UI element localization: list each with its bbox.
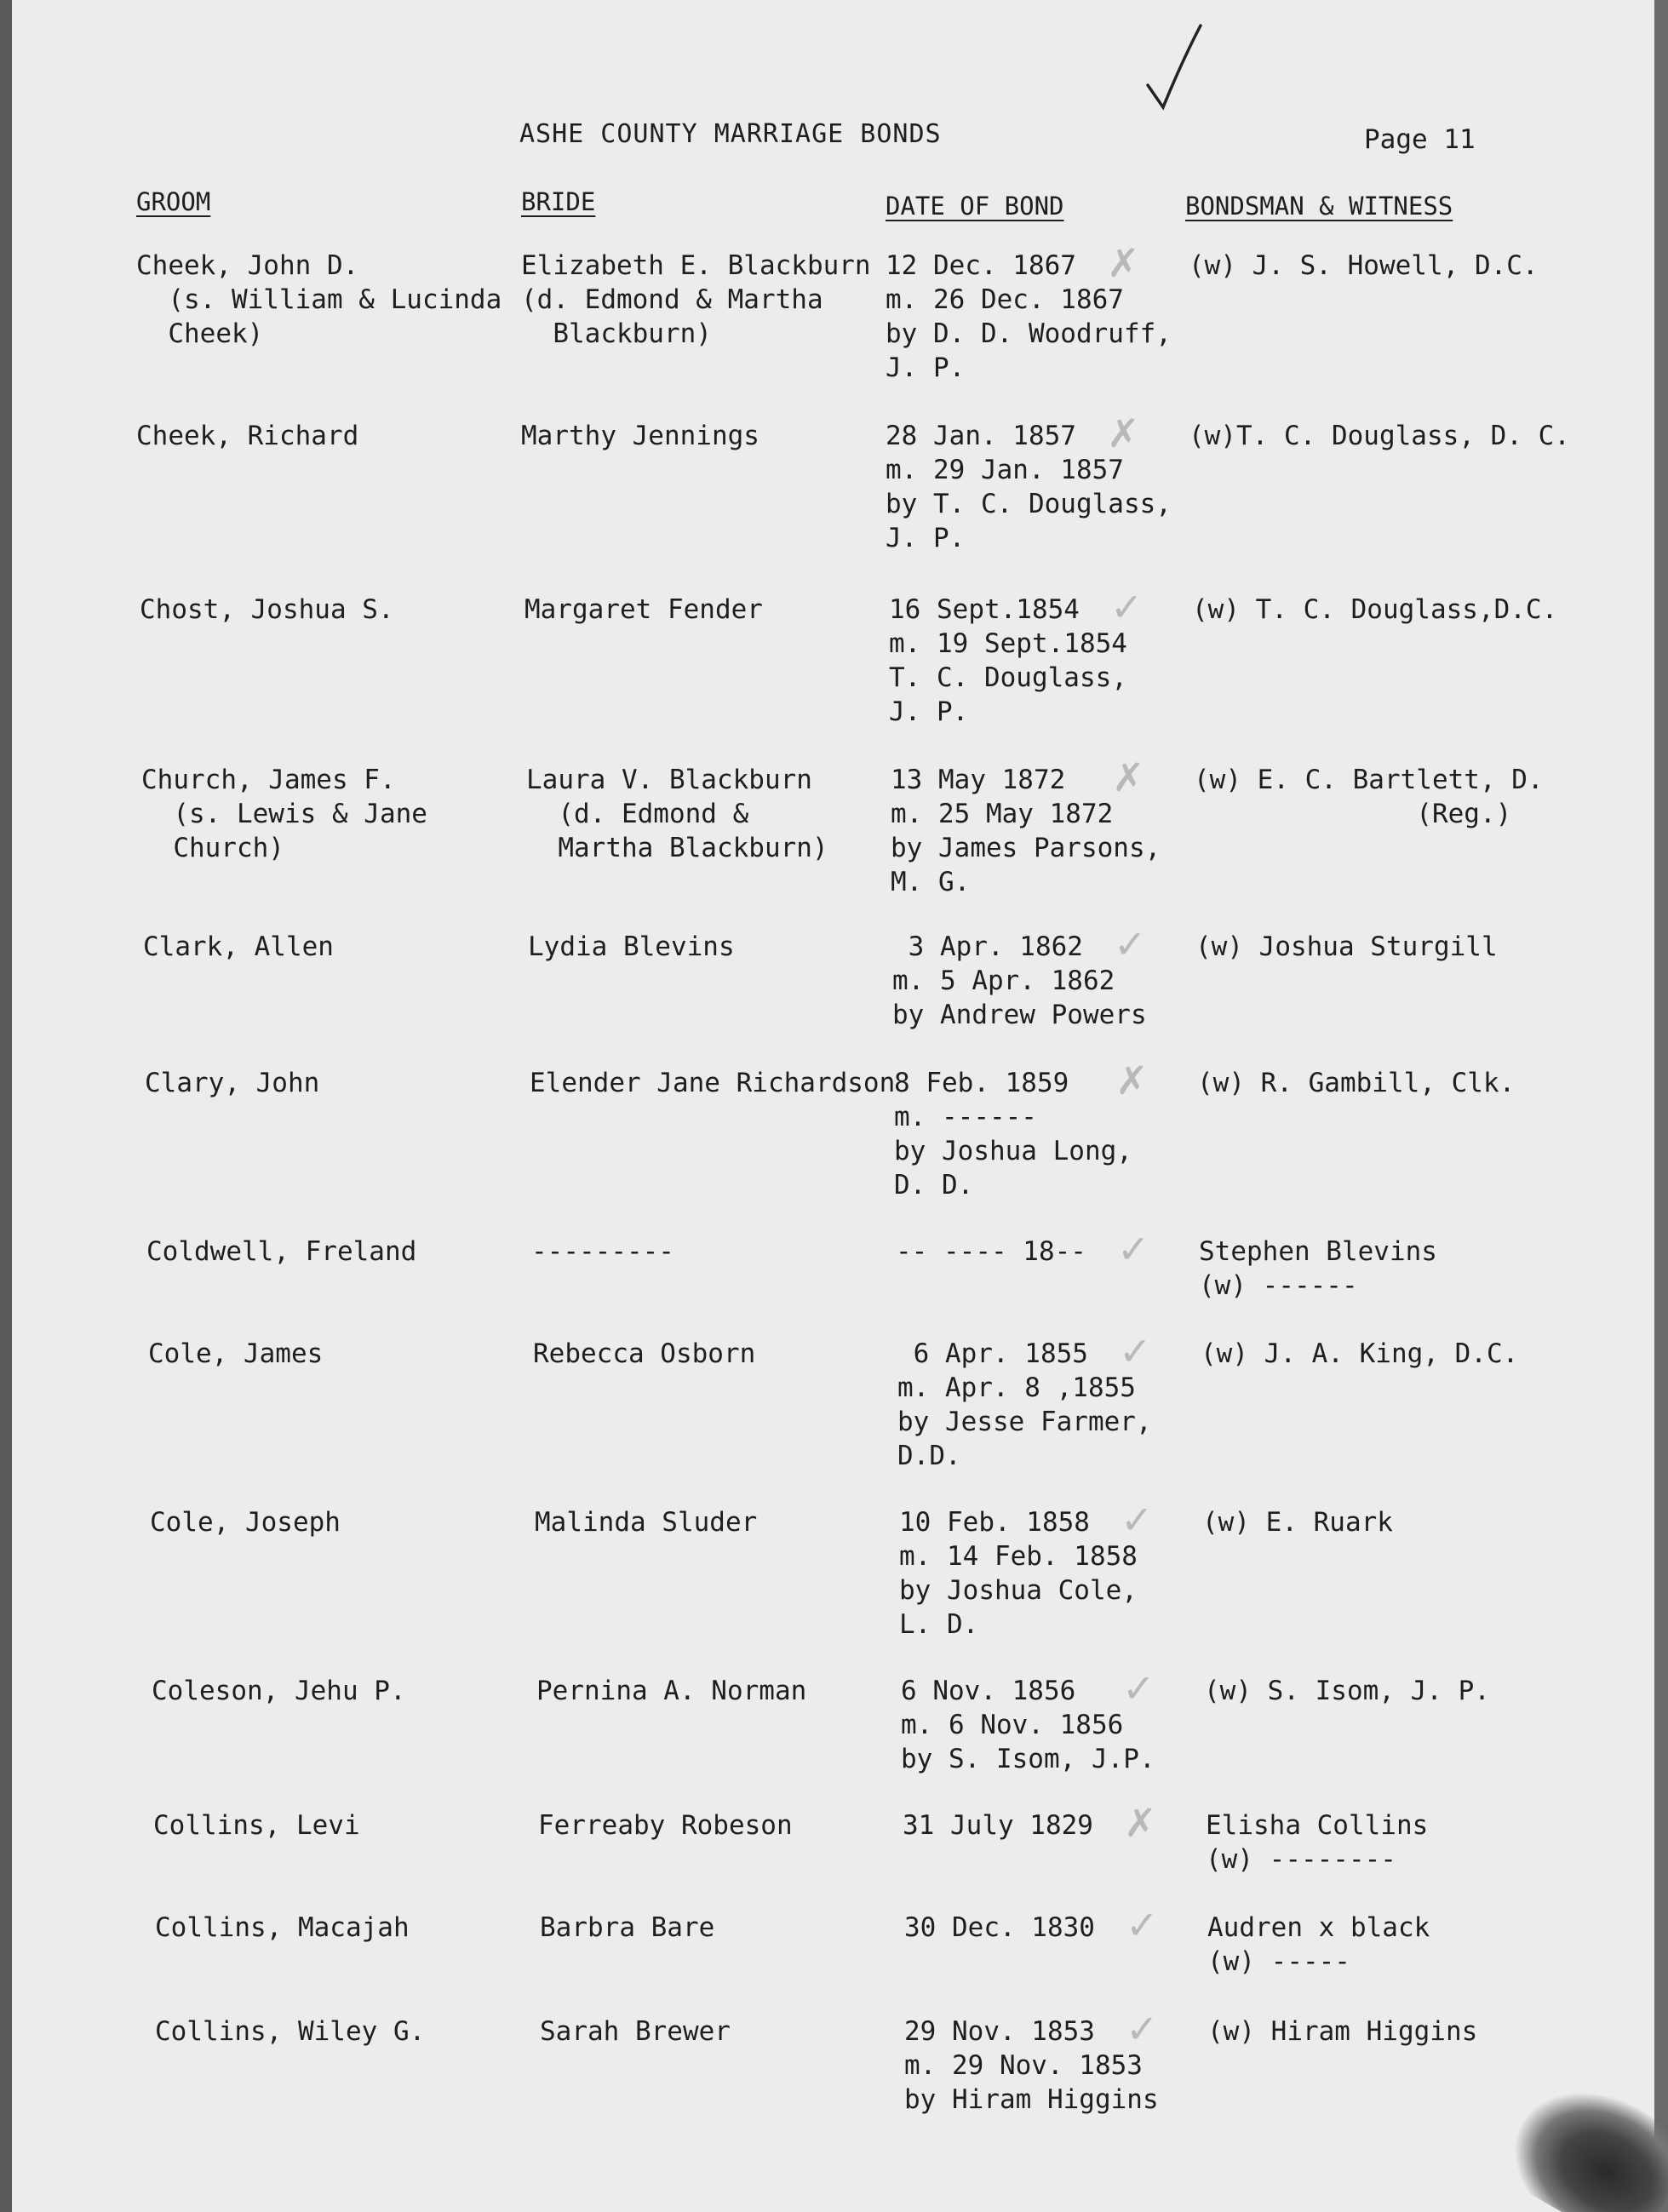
bride-line: Sarah Brewer bbox=[540, 2016, 731, 2047]
column-header-bondsman: BONDSMAN & WITNESS bbox=[1185, 192, 1453, 221]
bondsman-line: (w) ----- bbox=[1207, 1946, 1350, 1977]
bride-line: --------- bbox=[531, 1236, 674, 1267]
bride-cell bbox=[538, 1808, 793, 1842]
tally-mark-icon: ✓ bbox=[1119, 1328, 1152, 1374]
date-line: by Jesse Farmer, bbox=[897, 1407, 1152, 1437]
groom-cell bbox=[136, 249, 502, 351]
column-header-date: DATE OF BOND bbox=[886, 192, 1064, 221]
groom-cell bbox=[140, 593, 394, 627]
bondsman-cell bbox=[1195, 930, 1498, 964]
date-line: D. D. bbox=[894, 1170, 974, 1201]
groom-cell bbox=[153, 1808, 360, 1842]
bride-line: Elizabeth E. Blackburn bbox=[521, 250, 871, 281]
bride-cell bbox=[521, 249, 871, 351]
date-cell bbox=[899, 1505, 1138, 1642]
groom-line: Cheek, John D. bbox=[136, 250, 359, 281]
bride-line: Malinda Sluder bbox=[535, 1507, 758, 1538]
date-line: 12 Dec. 1867 bbox=[886, 250, 1076, 281]
bride-cell bbox=[530, 1066, 895, 1100]
bride-line: Pernina A. Norman bbox=[536, 1676, 807, 1706]
bondsman-line: (w) S. Isom, J. P. bbox=[1204, 1676, 1490, 1706]
groom-line: Coleson, Jehu P. bbox=[152, 1676, 406, 1706]
date-line: m. 19 Sept.1854 bbox=[889, 628, 1127, 659]
groom-line: Church) bbox=[141, 833, 284, 863]
bride-line: Margaret Fender bbox=[524, 594, 763, 625]
bride-line: Rebecca Osborn bbox=[533, 1338, 756, 1369]
bride-line: Marthy Jennings bbox=[521, 421, 759, 451]
date-cell bbox=[896, 1235, 1086, 1269]
bride-line: Blackburn) bbox=[521, 318, 712, 349]
date-line: J. P. bbox=[886, 352, 966, 383]
column-header-groom: GROOM bbox=[136, 187, 211, 216]
date-line: 28 Jan. 1857 bbox=[886, 421, 1076, 451]
date-cell bbox=[904, 2014, 1159, 2117]
groom-line: Cole, Joseph bbox=[150, 1507, 341, 1538]
column-header-bride: BRIDE bbox=[521, 187, 596, 216]
groom-line: Cheek) bbox=[136, 318, 264, 349]
bondsman-cell bbox=[1207, 2014, 1477, 2049]
bondsman-cell bbox=[1202, 1505, 1393, 1539]
date-line: 29 Nov. 1853 bbox=[904, 2016, 1095, 2047]
date-line: by Andrew Powers bbox=[892, 1000, 1147, 1030]
date-line: J. P. bbox=[889, 696, 969, 727]
groom-line: Collins, Levi bbox=[153, 1810, 360, 1841]
date-line: m. 26 Dec. 1867 bbox=[886, 284, 1124, 315]
groom-line: Cole, James bbox=[148, 1338, 324, 1369]
bondsman-cell bbox=[1194, 763, 1544, 831]
bondsman-line: (w) Hiram Higgins bbox=[1207, 2016, 1478, 2047]
groom-cell bbox=[155, 2014, 425, 2049]
groom-line: Clark, Allen bbox=[143, 931, 334, 962]
date-line: by D. D. Woodruff, bbox=[886, 318, 1172, 349]
bondsman-line: Elisha Collins bbox=[1206, 1810, 1429, 1841]
groom-cell bbox=[155, 1911, 410, 1945]
bondsman-cell bbox=[1199, 1235, 1437, 1303]
bride-cell bbox=[533, 1337, 755, 1371]
bride-cell bbox=[536, 1674, 806, 1708]
date-line: by Joshua Cole, bbox=[899, 1575, 1138, 1606]
date-line: m. Apr. 8 ,1855 bbox=[897, 1372, 1136, 1403]
bondsman-cell bbox=[1192, 593, 1557, 627]
date-line: 16 Sept.1854 bbox=[889, 594, 1080, 625]
tally-mark-icon: ✓ bbox=[1126, 1902, 1159, 1948]
groom-line: Chost, Joshua S. bbox=[140, 594, 394, 625]
bride-cell bbox=[535, 1505, 757, 1539]
date-line: m. 29 Jan. 1857 bbox=[886, 455, 1124, 485]
date-cell bbox=[892, 930, 1147, 1032]
date-line: L. D. bbox=[899, 1609, 979, 1640]
tally-mark-icon: ✓ bbox=[1121, 1497, 1154, 1543]
groom-cell bbox=[141, 763, 427, 865]
bride-cell bbox=[528, 930, 735, 964]
date-cell bbox=[889, 593, 1127, 729]
bondsman-line: (w) ------ bbox=[1199, 1270, 1358, 1301]
bondsman-line: (w) J. A. King, D.C. bbox=[1201, 1338, 1519, 1369]
tally-mark-icon: ✗ bbox=[1107, 410, 1140, 456]
bride-line: Martha Blackburn) bbox=[526, 833, 828, 863]
bride-line: (d. Edmond & bbox=[526, 799, 749, 829]
page-number: Page 11 bbox=[1364, 124, 1476, 155]
groom-line: Coldwell, Freland bbox=[146, 1236, 417, 1267]
date-line: J. P. bbox=[886, 523, 966, 553]
scan-edge-left bbox=[0, 0, 12, 2212]
date-line: M. G. bbox=[891, 867, 971, 897]
date-line: D.D. bbox=[897, 1441, 961, 1471]
bondsman-cell bbox=[1204, 1674, 1490, 1708]
date-line: by Joshua Long, bbox=[894, 1136, 1132, 1166]
bride-cell bbox=[540, 1911, 714, 1945]
date-line: 13 May 1872 bbox=[891, 765, 1066, 795]
date-line: m. 25 May 1872 bbox=[891, 799, 1114, 829]
bondsman-line: (w) E. C. Bartlett, D. bbox=[1194, 765, 1544, 795]
ink-blot bbox=[1494, 2063, 1668, 2212]
groom-line: Church, James F. bbox=[141, 765, 396, 795]
tally-mark-icon: ✓ bbox=[1114, 921, 1147, 967]
bride-line: Elender Jane Richardson bbox=[530, 1068, 896, 1098]
bondsman-cell bbox=[1201, 1337, 1518, 1371]
date-line: by James Parsons, bbox=[891, 833, 1161, 863]
bride-line: Lydia Blevins bbox=[528, 931, 735, 962]
groom-line: (s. William & Lucinda bbox=[136, 284, 502, 315]
bondsman-cell bbox=[1207, 1911, 1430, 1979]
groom-cell bbox=[152, 1674, 406, 1708]
date-cell bbox=[894, 1066, 1132, 1202]
bondsman-line: (w) J. S. Howell, D.C. bbox=[1189, 250, 1539, 281]
date-line: 3 Apr. 1862 bbox=[892, 931, 1083, 962]
bride-line: Laura V. Blackburn bbox=[526, 765, 812, 795]
groom-cell bbox=[150, 1505, 341, 1539]
bondsman-line: Stephen Blevins bbox=[1199, 1236, 1437, 1267]
date-line: m. ------ bbox=[894, 1102, 1037, 1132]
tally-mark-icon: ✓ bbox=[1126, 2006, 1159, 2052]
date-line: by T. C. Douglass, bbox=[886, 489, 1172, 519]
tally-mark-icon: ✗ bbox=[1124, 1800, 1157, 1846]
tally-mark-icon: ✗ bbox=[1107, 240, 1140, 286]
date-cell bbox=[903, 1808, 1093, 1842]
document-title: ASHE COUNTY MARRIAGE BONDS bbox=[519, 119, 942, 149]
date-line: -- ---- 18-- bbox=[896, 1236, 1086, 1267]
groom-line: Clary, John bbox=[145, 1068, 320, 1098]
bondsman-cell bbox=[1197, 1066, 1515, 1100]
groom-line: (s. Lewis & Jane bbox=[141, 799, 427, 829]
date-line: 8 Feb. 1859 bbox=[894, 1068, 1069, 1098]
groom-line: Collins, Wiley G. bbox=[155, 2016, 426, 2047]
groom-line: Cheek, Richard bbox=[136, 421, 359, 451]
bondsman-line: (Reg.) bbox=[1194, 799, 1512, 829]
date-line: m. 6 Nov. 1856 bbox=[901, 1710, 1124, 1740]
bondsman-cell bbox=[1189, 249, 1539, 283]
date-line: m. 14 Feb. 1858 bbox=[899, 1541, 1138, 1572]
groom-cell bbox=[145, 1066, 319, 1100]
bondsman-cell bbox=[1189, 419, 1570, 453]
bride-line: Ferreaby Robeson bbox=[538, 1810, 793, 1841]
date-cell bbox=[904, 1911, 1095, 1945]
bride-cell bbox=[531, 1235, 674, 1269]
bride-line: Barbra Bare bbox=[540, 1912, 715, 1943]
date-line: 6 Apr. 1855 bbox=[897, 1338, 1088, 1369]
date-line: m. 5 Apr. 1862 bbox=[892, 966, 1115, 996]
bondsman-line: Audren x black bbox=[1207, 1912, 1430, 1943]
groom-cell bbox=[143, 930, 334, 964]
check-mark-icon bbox=[1141, 19, 1218, 121]
groom-line: Collins, Macajah bbox=[155, 1912, 410, 1943]
scan-edge-right bbox=[1654, 0, 1668, 2212]
date-line: m. 29 Nov. 1853 bbox=[904, 2050, 1143, 2081]
bride-line: (d. Edmond & Martha bbox=[521, 284, 823, 315]
tally-mark-icon: ✓ bbox=[1117, 1226, 1150, 1272]
tally-mark-icon: ✗ bbox=[1115, 1057, 1149, 1103]
bride-cell bbox=[524, 593, 763, 627]
date-cell bbox=[901, 1674, 1155, 1776]
bride-cell bbox=[526, 763, 828, 865]
groom-cell bbox=[148, 1337, 323, 1371]
date-line: 31 July 1829 bbox=[903, 1810, 1093, 1841]
groom-cell bbox=[146, 1235, 416, 1269]
bondsman-line: (w) -------- bbox=[1206, 1844, 1396, 1875]
bondsman-line: (w) T. C. Douglass,D.C. bbox=[1192, 594, 1558, 625]
groom-cell bbox=[136, 419, 358, 453]
bride-cell bbox=[521, 419, 759, 453]
tally-mark-icon: ✓ bbox=[1110, 584, 1144, 630]
bondsman-line: (w) R. Gambill, Clk. bbox=[1197, 1068, 1516, 1098]
date-line: by Hiram Higgins bbox=[904, 2084, 1159, 2115]
tally-mark-icon: ✗ bbox=[1112, 754, 1145, 800]
date-cell bbox=[897, 1337, 1152, 1473]
date-line: 10 Feb. 1858 bbox=[899, 1507, 1090, 1538]
date-line: 30 Dec. 1830 bbox=[904, 1912, 1095, 1943]
bondsman-line: (w) Joshua Sturgill bbox=[1195, 931, 1498, 962]
bride-cell bbox=[540, 2014, 731, 2049]
date-line: by S. Isom, J.P. bbox=[901, 1744, 1155, 1774]
bondsman-line: (w)T. C. Douglass, D. C. bbox=[1189, 421, 1570, 451]
tally-mark-icon: ✓ bbox=[1122, 1665, 1155, 1711]
date-line: 6 Nov. 1856 bbox=[901, 1676, 1076, 1706]
date-line: T. C. Douglass, bbox=[889, 662, 1127, 693]
bondsman-cell bbox=[1206, 1808, 1428, 1877]
bondsman-line: (w) E. Ruark bbox=[1202, 1507, 1393, 1538]
